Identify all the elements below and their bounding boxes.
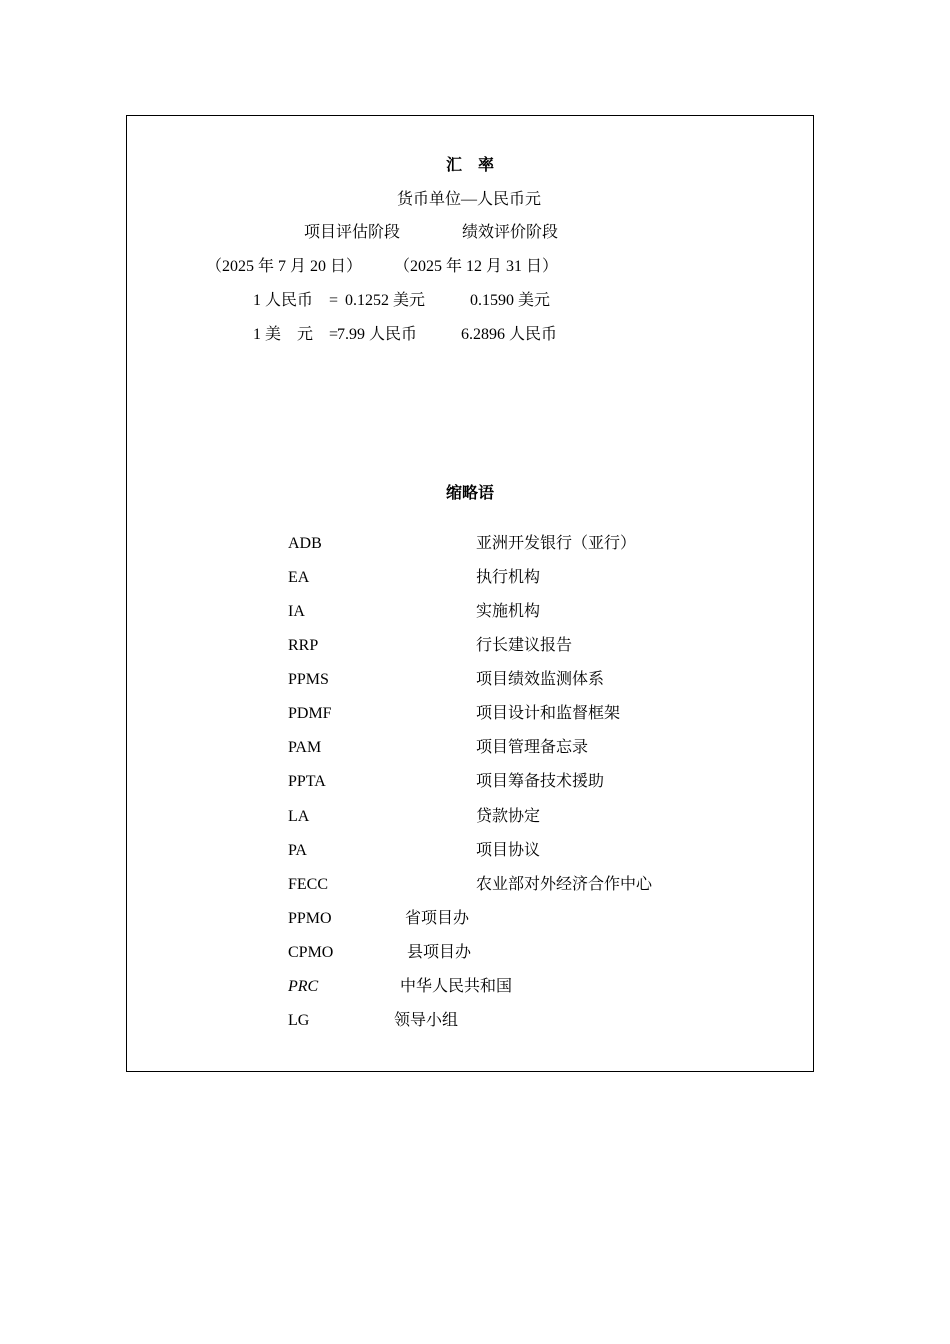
date-evaluation: （2025 年 12 月 31 日） — [394, 258, 559, 275]
abbr-meaning: 项目筹备技术援助 — [476, 773, 605, 790]
date-appraisal: （2025 年 7 月 20 日） — [206, 258, 363, 275]
abbr-meaning: 行长建议报告 — [476, 637, 573, 654]
abbr-term: IA — [288, 603, 305, 620]
abbr-meaning: 农业部对外经济合作中心 — [476, 876, 653, 893]
abbr-term: LA — [288, 808, 310, 825]
abbr-meaning: 省项目办 — [405, 910, 470, 927]
abbr-meaning: 中华人民共和国 — [400, 978, 513, 995]
abbr-meaning: 领导小组 — [394, 1012, 459, 1029]
rate-row-evaluation: 0.1590 美元 — [470, 292, 551, 309]
rate-row-appraisal: 7.99 人民币 — [337, 326, 418, 343]
abbr-term: CPMO — [288, 944, 334, 961]
stage-appraisal: 项目评估阶段 — [304, 224, 401, 241]
abbr-term: PPMS — [288, 671, 329, 688]
abbr-meaning: 执行机构 — [476, 569, 541, 586]
abbr-meaning: 项目设计和监督框架 — [476, 705, 621, 722]
abbr-term: PPTA — [288, 773, 326, 790]
abbr-term: RRP — [288, 637, 319, 654]
abbr-term: ADB — [288, 535, 322, 552]
rate-row-appraisal: 0.1252 美元 — [345, 292, 426, 309]
abbr-meaning: 贷款协定 — [476, 808, 541, 825]
abbr-term: PPMO — [288, 910, 332, 927]
abbr-meaning: 项目绩效监测体系 — [476, 671, 605, 688]
abbr-term: PAM — [288, 739, 322, 756]
rate-row-label: 1 人民币 = — [253, 292, 339, 309]
abbr-term: PA — [288, 842, 307, 859]
abbr-term: EA — [288, 569, 310, 586]
abbr-meaning: 亚洲开发银行（亚行） — [476, 535, 637, 552]
abbr-meaning: 实施机构 — [476, 603, 541, 620]
abbr-meaning: 县项目办 — [407, 944, 472, 961]
abbr-term: PRC — [288, 978, 319, 995]
abbr-meaning: 项目协议 — [476, 842, 541, 859]
abbreviations-title: 缩略语 — [446, 485, 495, 502]
stage-evaluation: 绩效评价阶段 — [462, 224, 559, 241]
rate-row-label: 1 美 元 = — [253, 326, 339, 343]
abbr-term: LG — [288, 1012, 310, 1029]
currency-unit: 货币单位—人民币元 — [397, 191, 542, 208]
rate-row-evaluation: 6.2896 人民币 — [461, 326, 558, 343]
exchange-title: 汇 率 — [446, 157, 495, 174]
abbr-meaning: 项目管理备忘录 — [476, 739, 589, 756]
abbr-term: PDMF — [288, 705, 332, 722]
abbr-term: FECC — [288, 876, 329, 893]
